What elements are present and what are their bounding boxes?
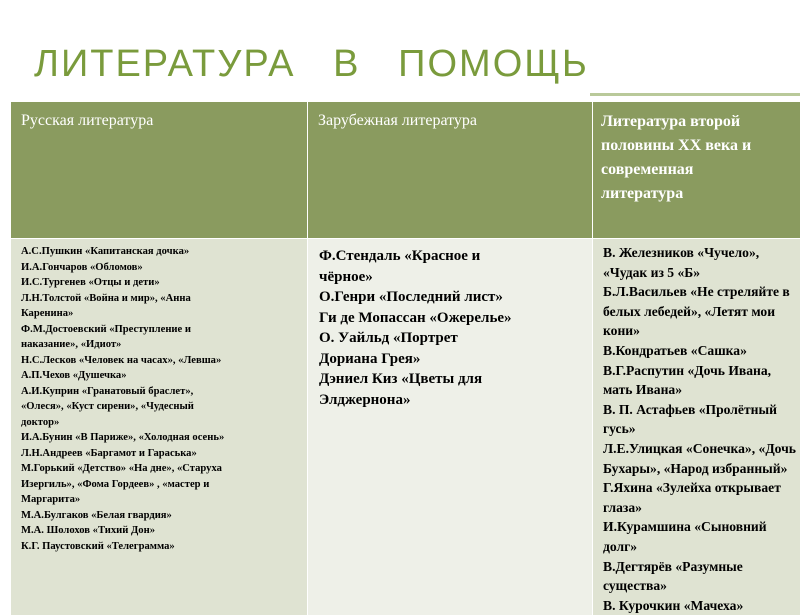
header-foreign-literature: Зарубежная литература [308, 102, 593, 239]
list-item: В.Г.Распутин «Дочь Ивана, мать Ивана» [603, 361, 800, 400]
list-item: Н.С.Лесков «Человек на часах», «Левша» [21, 353, 301, 369]
table-header-row [11, 102, 800, 239]
list-item: И.Курамшина «Сыновний долг» [603, 517, 800, 556]
list-item: И.А.Бунин «В Париже», «Холодная осень» [21, 430, 301, 446]
list-item: Дэниел Киз «Цветы для Элджернона» [319, 369, 586, 410]
list-item: В.Дегтярёв «Разумные существа» [603, 557, 800, 596]
list-item: М.А.Булгаков «Белая гвардия» [21, 508, 301, 524]
header-modern-literature: Литература второй половины XX века и современная литература [593, 102, 800, 239]
list-item: В. Курочкин «Мачеха» [603, 596, 800, 616]
list-item: Ф.Стендаль «Красное и чёрное» [319, 246, 586, 287]
list-item: А.П.Чехов «Душечка» [21, 368, 301, 384]
list-item: Л.Н.Андреев «Баргамот и Гараська» [21, 446, 301, 462]
slide-title: ЛИТЕРАТУРА В ПОМОЩЬ [34, 40, 589, 88]
list-item: А.С.Пушкин «Капитанская дочка» [21, 244, 301, 260]
list-item: Ф.М.Достоевский «Преступление и наказание», «Идиот» [21, 322, 301, 353]
list-item: В.Кондратьев «Сашка» [603, 341, 800, 361]
list-item: В. Железников «Чучело», «Чудак из 5 «Б» [603, 243, 800, 282]
list-item: Ги де Мопассан «Ожерелье» [319, 308, 586, 329]
list-item: О.Генри «Последний лист» [319, 287, 586, 308]
list-item: И.С.Тургенев «Отцы и дети» [21, 275, 301, 291]
list-item: Л.Н.Толстой «Война и мир», «Анна Каренина» [21, 291, 301, 322]
cell-foreign-literature [308, 239, 593, 616]
list-item: Л.Е.Улицкая «Сонечка», «Дочь Бухары», «Народ избранный» [603, 439, 800, 478]
table-body-row [11, 239, 800, 616]
list-item: К.Г. Паустовский «Телеграмма» [21, 539, 301, 555]
list-item: И.А.Гончаров «Обломов» [21, 260, 301, 276]
list-item: М.Горький «Детство» «На дне», «Старуха Изергиль», «Фома Гордеев» , «мастер и Маргарита» [21, 461, 301, 508]
list-item: В. П. Астафьев «Пролётный гусь» [603, 400, 800, 439]
decorative-rule [590, 93, 800, 96]
list-item: Г.Яхина «Зулейха открывает глаза» [603, 478, 800, 517]
literature-table [10, 101, 800, 616]
cell-modern-literature [593, 239, 800, 616]
list-item: О. Уайльд «Портрет Дориана Грея» [319, 328, 586, 369]
list-item: Б.Л.Васильев «Не стреляйте в белых лебедей», «Летят мои кони» [603, 282, 800, 341]
list-item: А.И.Куприн «Гранатовый браслет», «Олеся», «Куст сирени», «Чудесный доктор» [21, 384, 301, 431]
list-item: М.А. Шолохов «Тихий Дон» [21, 523, 301, 539]
cell-russian-literature [11, 239, 308, 616]
header-russian-literature: Русская литература [11, 102, 308, 239]
